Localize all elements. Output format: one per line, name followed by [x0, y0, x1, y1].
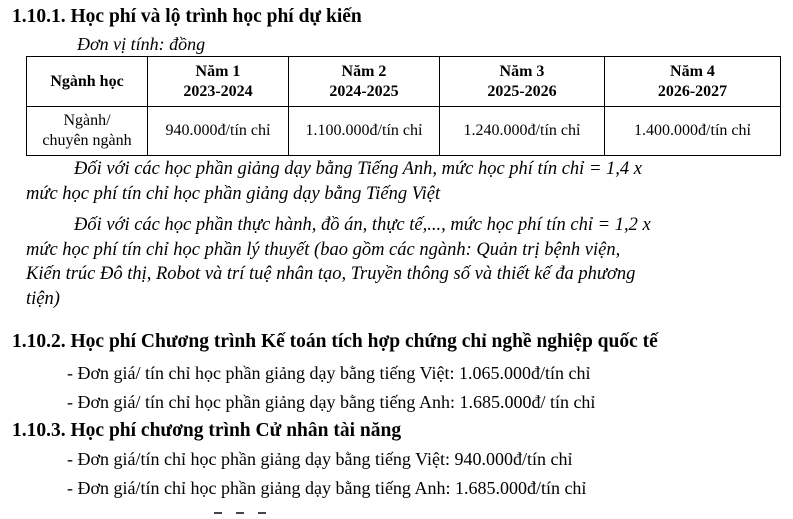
- year-range: 2024-2025: [329, 82, 399, 100]
- year-range: 2025-2026: [487, 82, 557, 100]
- header-year-1: [148, 57, 289, 107]
- bullet-item: - Đơn giá/tín chỉ học phần giảng dạy bằng tiếng Việt: 940.000đ/tín chỉ: [67, 449, 573, 469]
- year-range: 2026-2027: [657, 82, 728, 100]
- fee-cell-year-1: 940.000đ/tín chỉ: [148, 107, 289, 156]
- table-row: [27, 107, 781, 156]
- cut-off-next-line-fragment: [214, 501, 304, 507]
- row-label-line: chuyên ngành: [42, 132, 132, 149]
- fee-cell-year-2: 1.100.000đ/tín chỉ: [289, 107, 440, 156]
- paragraph-line: tiện): [26, 288, 60, 309]
- paragraph-line: Đối với các học phần giảng dạy bằng Tiếng Anh, mức học phí tín chỉ = 1,4 x: [74, 159, 643, 179]
- section-heading-1-10-2: 1.10.2. Học phí Chương trình Kế toán tích hợp chứng chỉ nghề nghiệp quốc tế: [12, 331, 658, 352]
- year-label: Năm 1: [195, 62, 241, 80]
- paragraph-line: Đối với các học phần thực hành, đồ án, thực tế,..., mức học phí tín chỉ = 1,2 x: [74, 215, 651, 235]
- header-corner-cell: Ngành học: [27, 57, 148, 107]
- year-label: Năm 2: [341, 62, 387, 80]
- year-range: 2023-2024: [183, 82, 253, 100]
- table-header-row: [27, 57, 781, 107]
- paragraph-line: Kiến trúc Đô thị, Robot và trí tuệ nhân tạo, Truyền thông số và thiết kế đa phương: [26, 264, 636, 284]
- section-heading-1-10-3: 1.10.3. Học phí chương trình Cử nhân tài năng: [12, 420, 402, 441]
- header-year-3: [440, 57, 605, 107]
- currency-unit-note: Đơn vị tính: đồng: [77, 34, 206, 54]
- bullet-item: - Đơn giá/tín chỉ học phần giảng dạy bằng tiếng Anh: 1.685.000đ/tín chỉ: [67, 478, 587, 498]
- bullet-item: - Đơn giá/ tín chỉ học phần giảng dạy bằng tiếng Việt: 1.065.000đ/tín chỉ: [67, 363, 591, 383]
- year-label: Năm 4: [670, 62, 715, 80]
- fee-cell-year-4: 1.400.000đ/tín chỉ: [605, 107, 781, 156]
- row-label-cell: [27, 107, 148, 156]
- fee-cell-year-3: 1.240.000đ/tín chỉ: [440, 107, 605, 156]
- tuition-table: [26, 56, 781, 156]
- english-course-fee-note: [26, 157, 756, 206]
- row-label-line: Ngành/: [63, 112, 111, 129]
- header-year-2: [289, 57, 440, 107]
- paragraph-line: mức học phí tín chỉ học phần giảng dạy bằng Tiếng Việt: [26, 183, 441, 204]
- header-year-4: [605, 57, 781, 107]
- year-label: Năm 3: [499, 62, 545, 80]
- section-heading-1-10-1: 1.10.1. Học phí và lộ trình học phí dự kiến: [12, 6, 362, 27]
- practical-course-fee-note: [26, 213, 756, 311]
- paragraph-line: mức học phí tín chỉ học phần lý thuyết (bao gồm các ngành: Quản trị bệnh viện,: [26, 239, 621, 260]
- bullet-item: - Đơn giá/ tín chỉ học phần giảng dạy bằng tiếng Anh: 1.685.000đ/ tín chỉ: [67, 392, 596, 412]
